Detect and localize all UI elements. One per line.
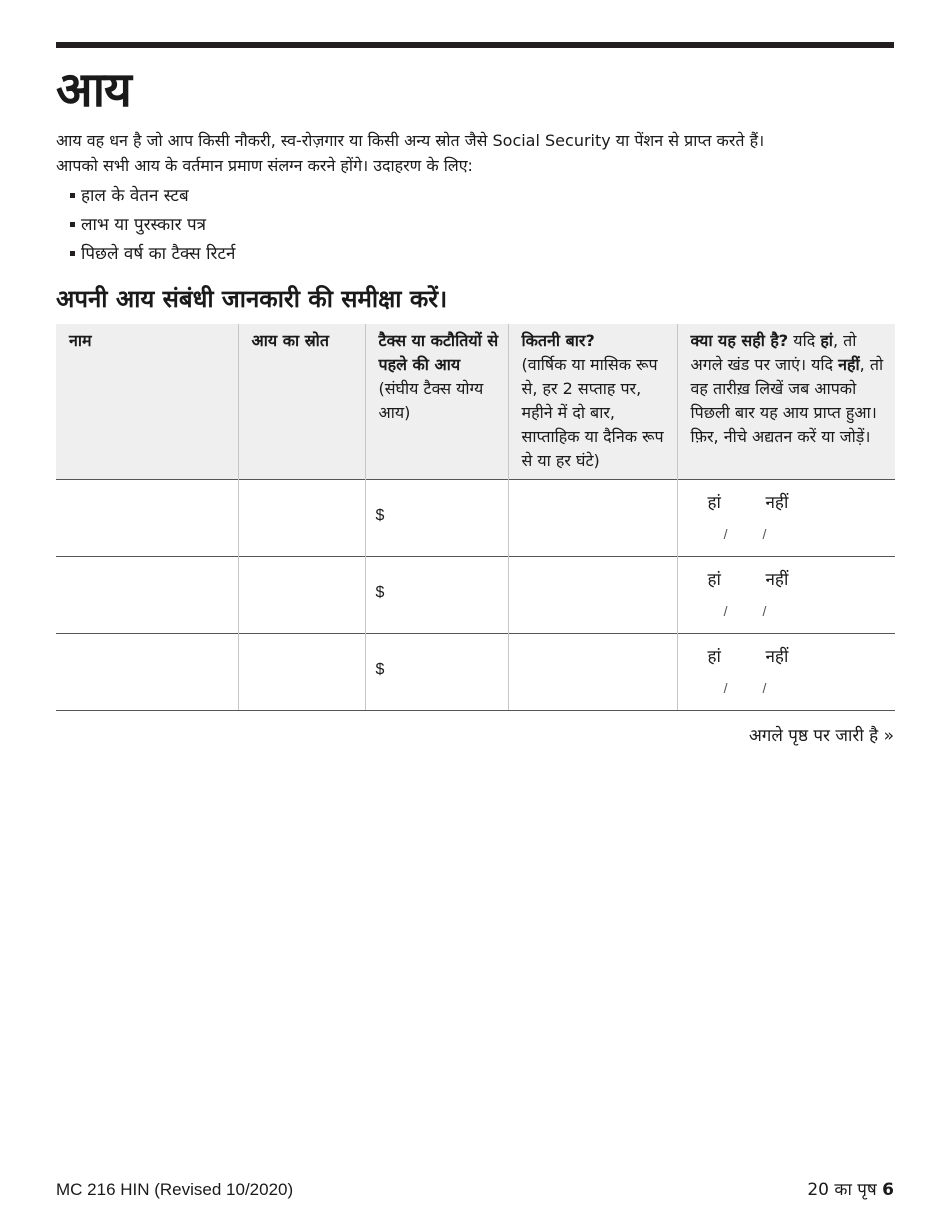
list-item: हाल के वेतन स्टब xyxy=(70,181,235,210)
amount-cell[interactable]: $ xyxy=(365,557,508,634)
table-row xyxy=(56,634,895,711)
date-field[interactable]: / / xyxy=(692,680,767,696)
bullet-icon xyxy=(70,193,75,198)
yes-option[interactable]: हां xyxy=(707,493,721,513)
source-cell[interactable] xyxy=(238,557,365,634)
table-header-row xyxy=(56,324,895,480)
name-cell[interactable] xyxy=(56,480,238,557)
date-field[interactable]: / / xyxy=(692,603,767,619)
table-row xyxy=(56,480,895,557)
frequency-cell[interactable] xyxy=(508,634,677,711)
header-name: नाम xyxy=(56,324,238,480)
continued-note: अगले पृष्ठ पर जारी है » xyxy=(748,726,894,746)
bullet-icon xyxy=(70,222,75,227)
page-number: 20 का पृष 6 xyxy=(807,1180,894,1200)
section-heading: अपनी आय संबंधी जानकारी की समीक्षा करें। xyxy=(56,285,448,313)
amount-cell[interactable]: $ xyxy=(365,634,508,711)
name-cell[interactable] xyxy=(56,634,238,711)
income-table xyxy=(56,324,895,711)
header-is-correct: क्या यह सही है? यदि हां, तो अगले खंड पर जाएं। यदि नहीं, तो वह तारीख़ लिखें जब आपको पिछली बार यह आय प्राप्त हुआ। फ़िर, नीचे अद्यतन करें या जोड़ें। xyxy=(677,324,895,480)
no-option[interactable]: नहीं xyxy=(765,570,789,590)
frequency-cell[interactable] xyxy=(508,480,677,557)
intro-line-1: आय वह धन है जो आप किसी नौकरी, स्व-रोज़गार या किसी अन्य स्रोत जैसे Social Security या पेंशन से प्राप्त करते हैं। xyxy=(56,131,765,150)
bullet-icon xyxy=(70,251,75,256)
header-pretax-income: टैक्स या कटौतियों से पहले की आय (संघीय टैक्स योग्य आय) xyxy=(365,324,508,480)
proof-examples-list xyxy=(70,181,235,268)
intro-text xyxy=(56,128,906,178)
list-item: पिछले वर्ष का टैक्स रिटर्न xyxy=(70,239,235,268)
source-cell[interactable] xyxy=(238,634,365,711)
frequency-cell[interactable] xyxy=(508,557,677,634)
table-row xyxy=(56,557,895,634)
is-correct-cell xyxy=(677,557,895,634)
page-title: आय xyxy=(56,62,131,118)
no-option[interactable]: नहीं xyxy=(765,647,789,667)
header-source: आय का स्रोत xyxy=(238,324,365,480)
yes-option[interactable]: हां xyxy=(707,647,721,667)
top-rule xyxy=(56,42,894,48)
yes-option[interactable]: हां xyxy=(707,570,721,590)
form-id: MC 216 HIN (Revised 10/2020) xyxy=(56,1180,294,1199)
no-option[interactable]: नहीं xyxy=(765,493,789,513)
name-cell[interactable] xyxy=(56,557,238,634)
date-field[interactable]: / / xyxy=(692,526,767,542)
intro-line-2: आपको सभी आय के वर्तमान प्रमाण संलग्न करने होंगे। उदाहरण के लिए: xyxy=(56,156,473,175)
amount-cell[interactable]: $ xyxy=(365,480,508,557)
source-cell[interactable] xyxy=(238,480,365,557)
is-correct-cell xyxy=(677,634,895,711)
list-item: लाभ या पुरस्कार पत्र xyxy=(70,210,235,239)
header-frequency: कितनी बार? (वार्षिक या मासिक रूप से, हर 2 सप्ताह पर, महीने में दो बार, साप्ताहिक या दैनिक रूप से या हर घंटे) xyxy=(508,324,677,480)
is-correct-cell xyxy=(677,480,895,557)
